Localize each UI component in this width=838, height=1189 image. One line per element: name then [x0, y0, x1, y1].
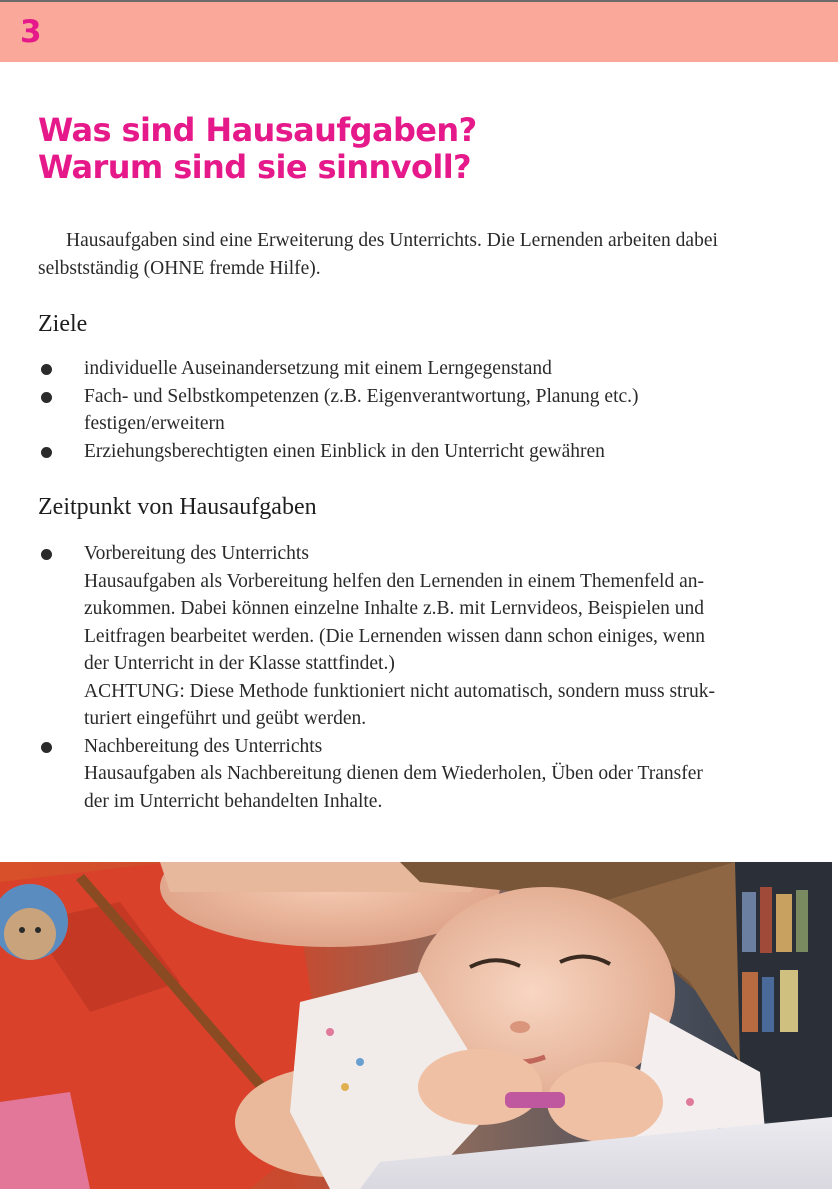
goals-list-item — [38, 383, 798, 438]
timing-item-line: Vorbereitung des Unterrichts — [84, 543, 309, 564]
timing-item-line: Leitfragen bearbeitet werden. (Die Lernenden wissen dann schon einiges, wenn — [84, 625, 706, 647]
timing-list-item — [38, 540, 798, 733]
bullet-icon — [41, 392, 52, 403]
goals-item-line: Fach- und Selbstkompetenzen (z.B. Eigenverantwortung, Planung etc.) — [84, 385, 639, 407]
timing-item-line: turiert eingeführt und geübt werden. — [84, 708, 367, 729]
header-band — [0, 0, 838, 62]
timing-list — [38, 540, 798, 815]
page-title-line-1: Was sind Hausaufgaben? — [38, 111, 477, 149]
bullet-icon — [41, 447, 52, 458]
bullet-icon — [41, 364, 52, 375]
goals-list-item — [38, 438, 798, 466]
goals-list-item — [38, 355, 798, 383]
page-title — [38, 112, 477, 186]
goals-item-line: Erziehungsberechtigten einen Einblick in den Unterricht gewähren — [84, 440, 605, 462]
page-number: 3 — [20, 14, 42, 50]
timing-item-line: Hausaufgaben als Nachbereitung dienen dem Wiederholen, Üben oder Transfer — [84, 763, 703, 784]
timing-item-line: der Unterricht in der Klasse stattfindet.) — [84, 653, 395, 674]
timing-item-line: ACHTUNG: Diese Methode funktioniert nicht automatisch, sondern muss struk- — [84, 680, 715, 702]
timing-heading: Zeitpunkt von Hausaufgaben — [38, 494, 317, 520]
children-writing-photo — [0, 862, 832, 1189]
goals-item-line: individuelle Auseinandersetzung mit einem Lerngegenstand — [84, 358, 552, 379]
timing-list-item — [38, 733, 798, 816]
timing-item-line: Nachbereitung des Unterrichts — [84, 735, 323, 757]
bullet-icon — [41, 549, 52, 560]
intro-paragraph: Hausaufgaben sind eine Erweiterung des Unterrichts. Die Lernenden arbeiten dabei selbstständig (OHNE fremde Hilfe). — [38, 230, 718, 279]
goals-list — [38, 355, 798, 465]
timing-item-line: der im Unterricht behandelten Inhalte. — [84, 790, 383, 812]
goals-item-line: festigen/erweitern — [84, 413, 225, 434]
goals-heading: Ziele — [38, 311, 88, 337]
timing-item-line: Hausaufgaben als Vorbereitung helfen den Lernenden in einem Themenfeld an- — [84, 570, 704, 592]
bullet-icon — [41, 742, 52, 753]
timing-item-line: zukommen. Dabei können einzelne Inhalte z.B. mit Lernvideos, Beispielen und — [84, 598, 705, 619]
page-title-line-2: Warum sind sie sinnvoll? — [38, 148, 472, 186]
